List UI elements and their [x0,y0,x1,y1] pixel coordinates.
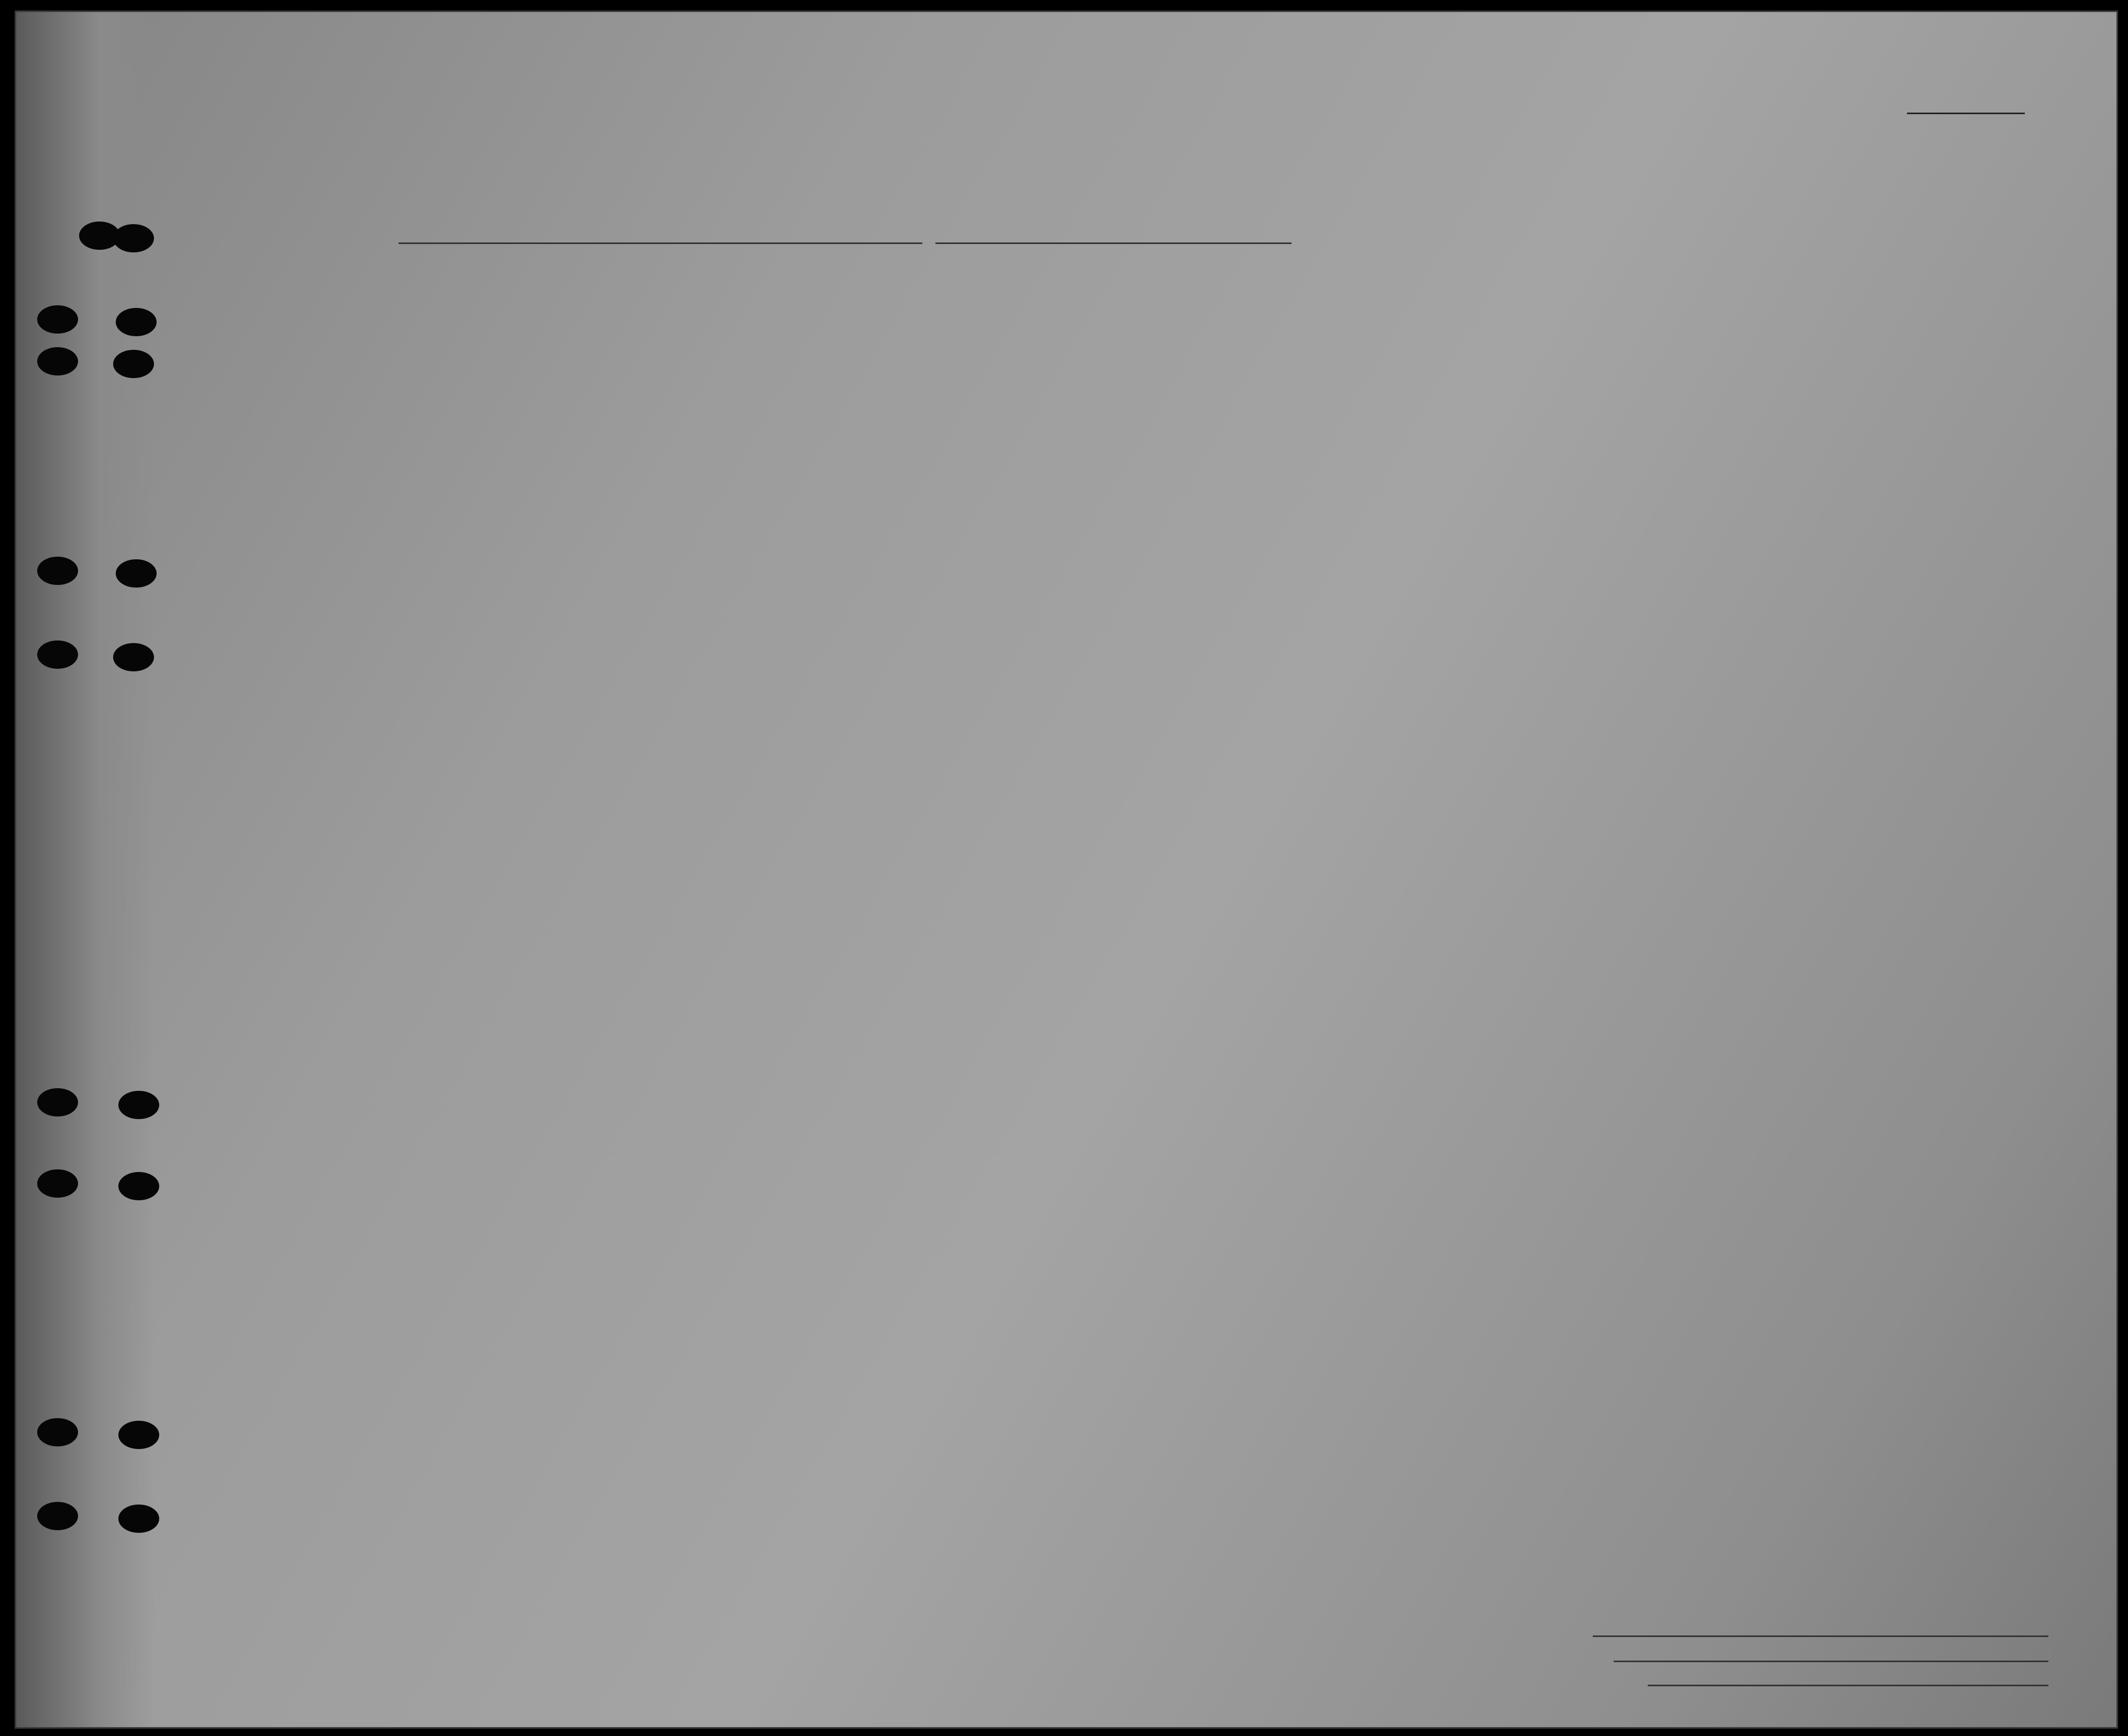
form-grid [16,12,2116,1727]
owners-field [1614,1661,2048,1662]
agents-field [1648,1685,2048,1686]
manifest-sheet [15,10,2118,1729]
line-field [1593,1635,2048,1637]
